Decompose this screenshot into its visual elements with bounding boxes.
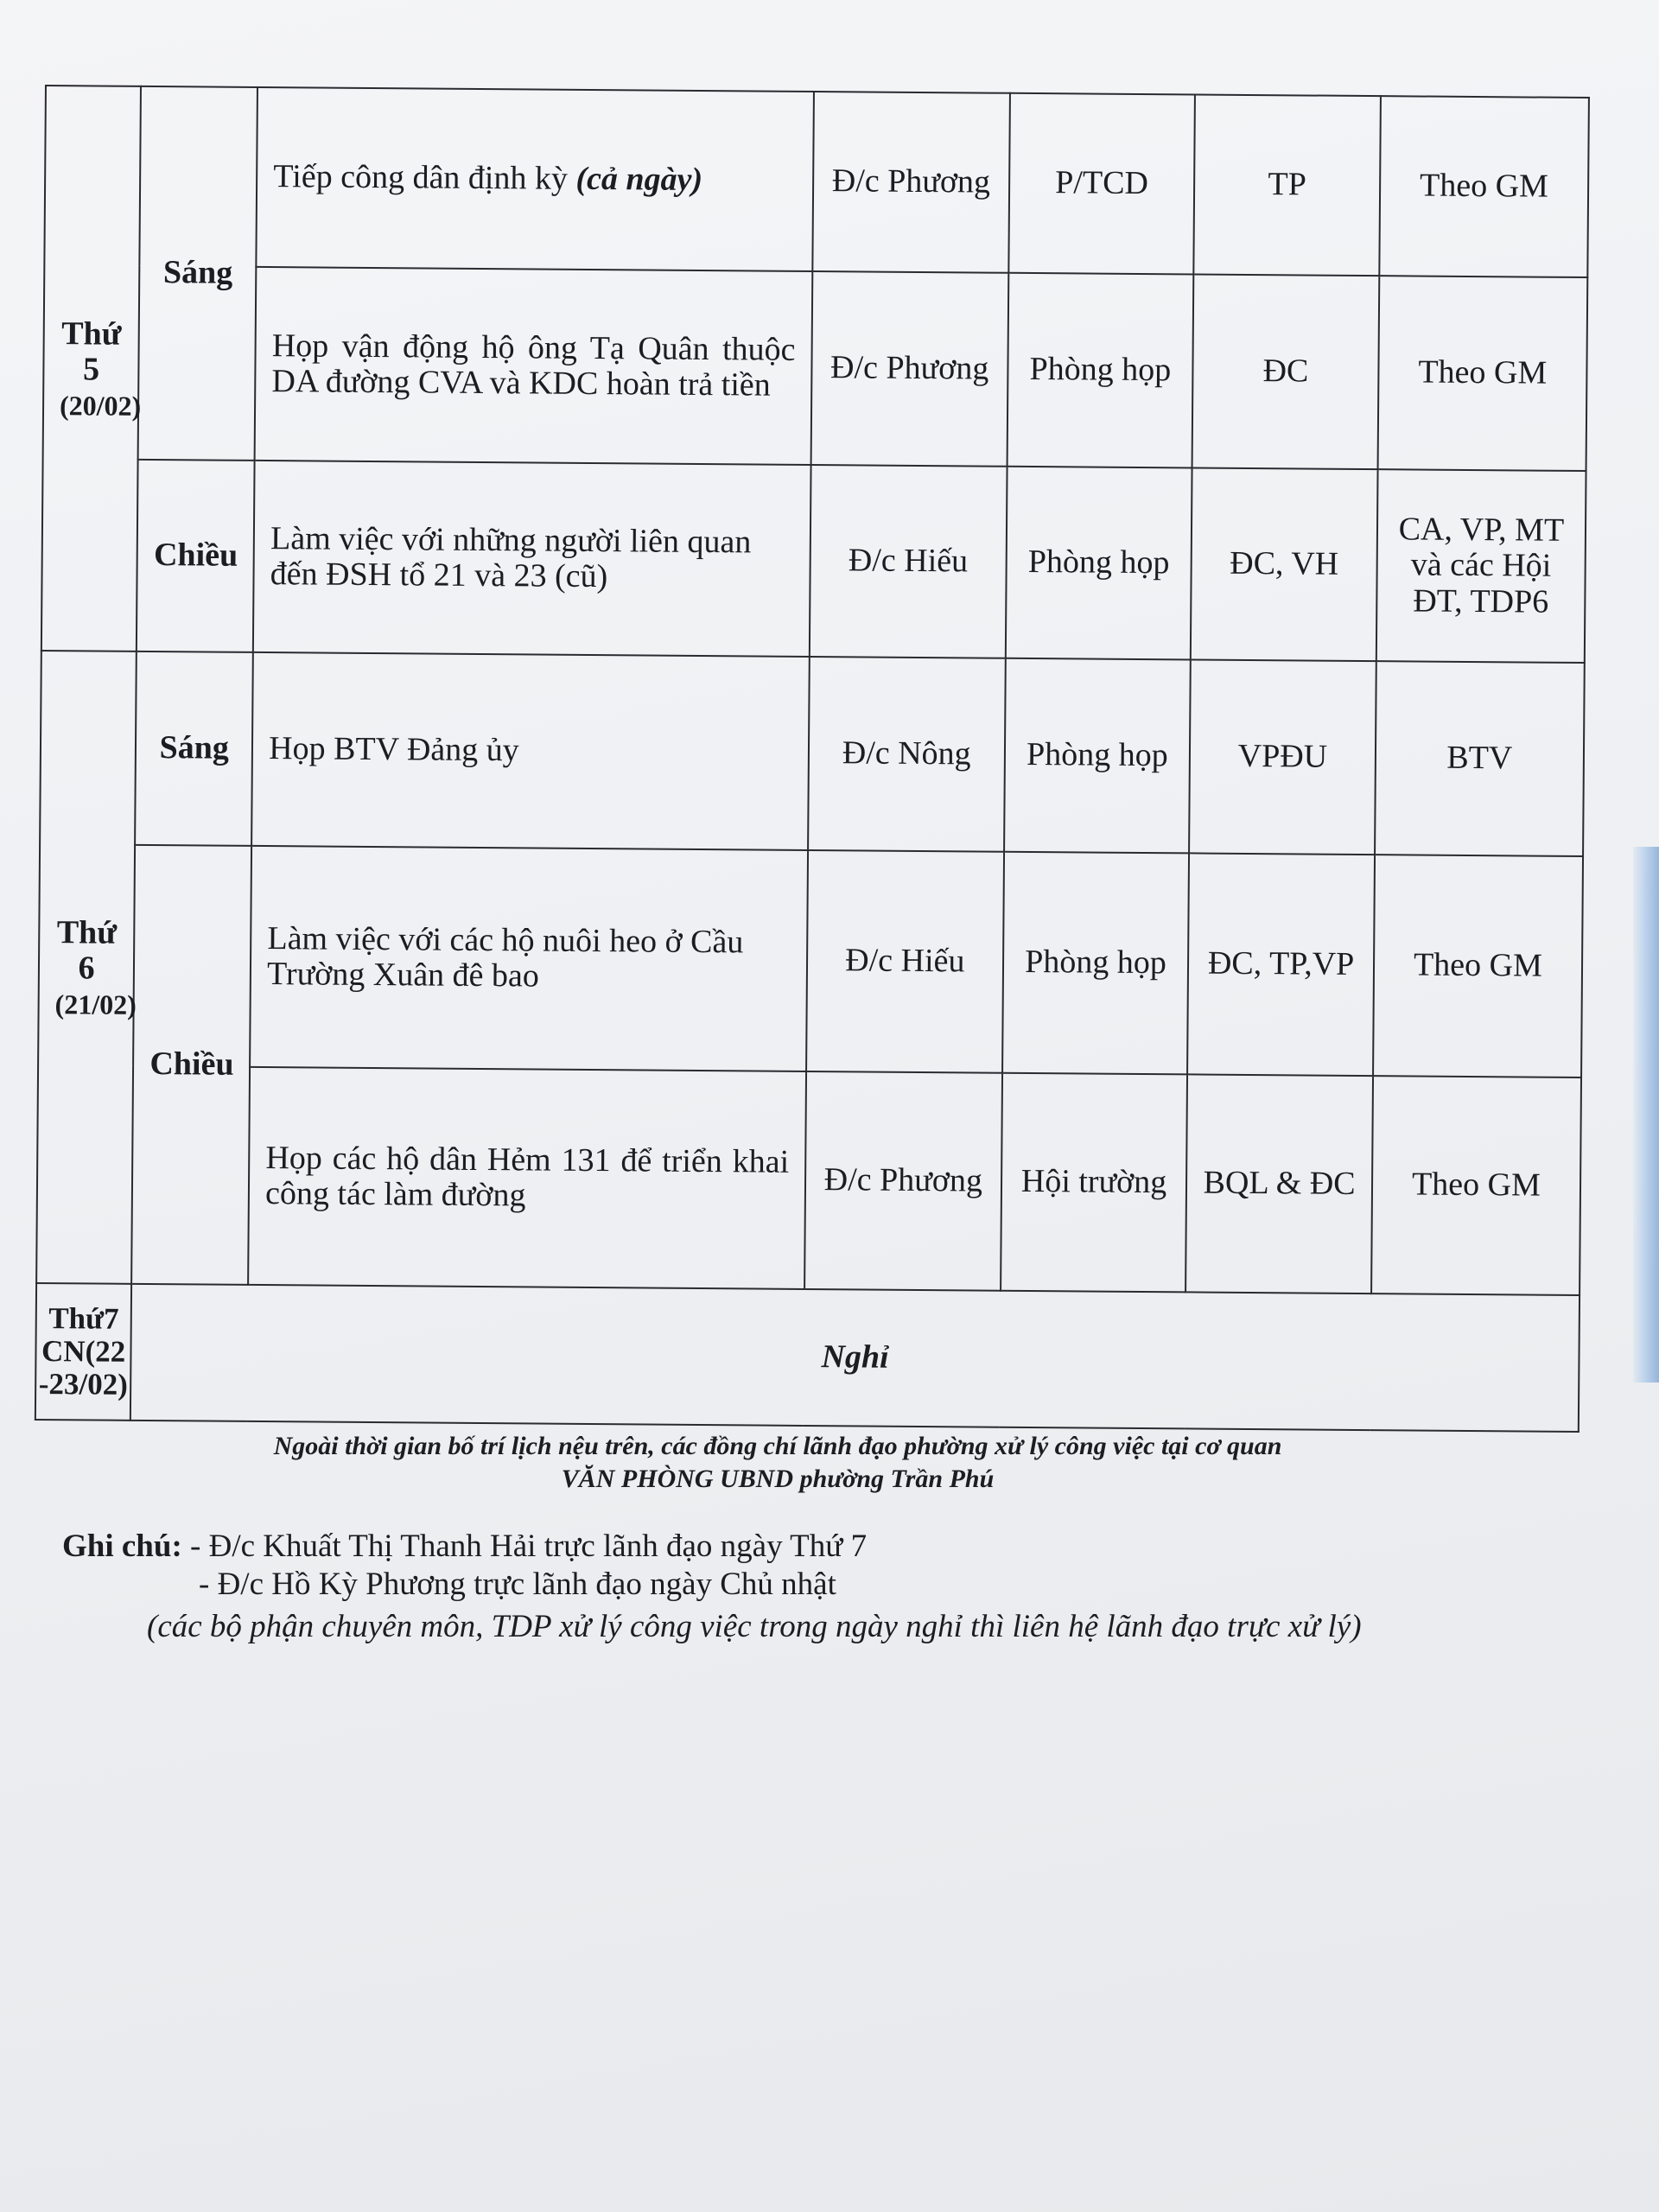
task-prep: ĐC, TP,VP (1187, 853, 1375, 1076)
session-morning: Sáng (135, 652, 253, 846)
task-note: (cả ngày) (575, 161, 703, 199)
task-prep: TP (1194, 94, 1381, 276)
day-date: (21/02) (54, 988, 137, 1020)
task-participants: Theo GM (1373, 855, 1583, 1077)
task-participants: Theo GM (1371, 1076, 1581, 1295)
background-blue-folder-edge (1633, 847, 1659, 1382)
session-afternoon: Chiều (137, 460, 255, 652)
task-text: Tiếp công dân định kỳ (273, 158, 569, 198)
task-place: Hội trường (1001, 1073, 1188, 1293)
note-tail: (các bộ phận chuyên môn, TDP xử lý công việc trong ngày nghỉ thì liên hệ lãnh đạo trực xử lý) (147, 1608, 1362, 1644)
task-participants: BTV (1375, 661, 1585, 856)
notes-section (62, 1528, 1362, 1646)
table-row (43, 265, 1588, 471)
work-schedule-table (35, 85, 1590, 1433)
footer-note: Ngoài thời gian bố trí lịch nệu trên, các đồng chí lãnh đạo phường xử lý công việc tại cơ quan (273, 1432, 1282, 1460)
task-content: Họp BTV Đảng ủy (251, 652, 809, 850)
table-row (44, 86, 1589, 277)
notes-label: Ghi chú: (62, 1529, 182, 1564)
task-place: Phòng họp (1002, 852, 1190, 1075)
note-row (62, 1528, 1362, 1566)
day-cell-weekend: Thứ7 CN(22 -23/02) (35, 1283, 132, 1421)
task-place: P/TCD (1008, 93, 1195, 275)
day-cell-thu5 (41, 86, 141, 652)
note-row (62, 1566, 1362, 1604)
task-prep: BQL & ĐC (1185, 1074, 1373, 1294)
table-row (35, 1283, 1580, 1432)
footer-office: VĂN PHÒNG UBND phường Trần Phú (561, 1465, 995, 1493)
task-lead: Đ/c Nông (808, 657, 1006, 852)
task-place: Phòng họp (1006, 467, 1192, 660)
day-cell-thu6 (36, 651, 137, 1284)
task-participants: Theo GM (1379, 96, 1589, 277)
session-afternoon: Chiều (131, 845, 251, 1285)
note-item: - Đ/c Khuất Thị Thanh Hải trực lãnh đạo ngày Thứ 7 (190, 1529, 868, 1564)
task-place: Phòng họp (1004, 658, 1191, 854)
table-row (40, 651, 1585, 856)
task-content (257, 87, 814, 271)
task-content: Họp các hộ dân Hẻm 131 để triển khai công tác làm đường (248, 1067, 806, 1289)
session-morning: Sáng (138, 86, 257, 461)
note-item: - Đ/c Hồ Kỳ Phương trực lãnh đạo ngày Chủ nhật (199, 1567, 836, 1603)
rest-status: Nghỉ (130, 1284, 1580, 1432)
task-participants: Theo GM (1377, 276, 1587, 471)
task-place: Phòng họp (1007, 273, 1193, 468)
task-content: Làm việc với các hộ nuôi heo ở Cầu Trường Xuân đê bao (250, 846, 808, 1071)
table-row (41, 459, 1586, 663)
task-lead: Đ/c Hiếu (806, 850, 1004, 1073)
day-label: Thứ 5 (61, 315, 122, 388)
task-prep: ĐC, VH (1191, 467, 1377, 661)
day-date: (20/02) (59, 389, 142, 422)
task-lead: Đ/c Phương (804, 1071, 1002, 1291)
day-label: Thứ 6 (56, 913, 118, 987)
task-content: Làm việc với những người liên quan đến ĐSH tổ 21 và 23 (cũ) (253, 461, 810, 657)
task-prep: VPĐU (1189, 659, 1376, 855)
task-participants: CA, VP, MT và các Hội ĐT, TDP6 (1376, 469, 1586, 663)
task-lead: Đ/c Phương (812, 92, 1009, 273)
task-prep: ĐC (1192, 274, 1379, 469)
task-content: Họp vận động hộ ông Tạ Quân thuộc DA đường CVA và KDC hoàn trả tiền (255, 267, 812, 465)
task-lead: Đ/c Hiếu (810, 465, 1007, 658)
table-row (36, 1065, 1581, 1295)
table-row (38, 844, 1583, 1077)
task-lead: Đ/c Phương (810, 271, 1008, 467)
